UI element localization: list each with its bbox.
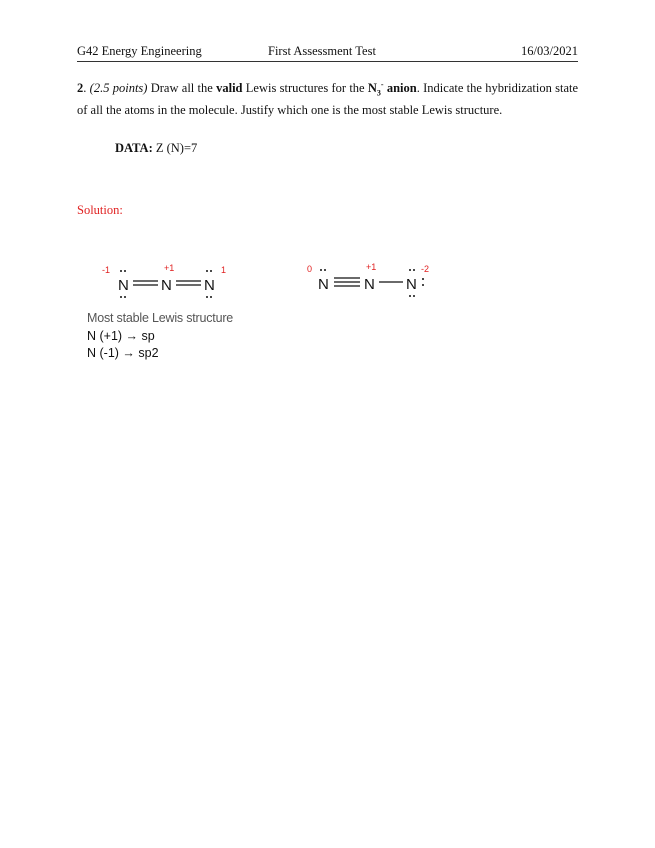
structure-2-charge-1: 0 xyxy=(307,264,313,274)
question-number: 2 xyxy=(77,81,84,96)
structure-2-atom-1: N xyxy=(318,276,329,293)
data-label: DATA: xyxy=(115,141,153,155)
structure-1-bond-1 xyxy=(133,281,158,285)
structure-1-atom-2: N xyxy=(161,277,172,294)
structure-2-charge-3: -2 xyxy=(421,264,430,274)
hybridization-line-1: N (+1) → sp xyxy=(87,329,155,343)
most-stable-label: Most stable Lewis structure xyxy=(87,311,234,325)
structure-2-bond-1 xyxy=(334,278,360,286)
question-valid: valid xyxy=(216,81,243,96)
structure-1-bond-2 xyxy=(176,281,201,285)
lewis-structure-1 xyxy=(102,263,226,298)
question-text-part-2: Lewis structures for the xyxy=(245,81,365,96)
structure-2-atom-3: N xyxy=(406,276,417,293)
structure-1-atom-1: N xyxy=(118,277,129,294)
data-value: Z (N)=7 xyxy=(155,141,198,155)
solution-label: Solution: xyxy=(77,203,123,217)
structure-1-charge-1: -1 xyxy=(102,265,111,275)
test-title: First Assessment Test xyxy=(268,44,376,58)
question-points: (2.5 points) xyxy=(89,81,148,96)
question-text-part-1: Draw all the xyxy=(150,81,213,96)
structure-1-atom-3: N xyxy=(204,277,215,294)
formula-symbol: N xyxy=(367,81,377,96)
question-text-part-3: . Indicate the hybridization state of all the atoms in the molecule. Justify which one is the most stable Lewis structure. xyxy=(77,81,579,118)
hybridization-line-2: N (-1) → sp2 xyxy=(87,346,159,360)
course-name: G42 Energy Engineering xyxy=(77,44,202,58)
question-anion: anion xyxy=(386,81,417,96)
formula-superscript: - xyxy=(380,80,384,89)
question-text: 2. (2.5 points) Draw all the valid Lewis structures for the $N_3^-$ anion. Indicate the hybridization state of all the atoms in the molecule. Justify which one is the most stable Lewis structure. xyxy=(77,80,579,118)
structure-1-charge-2: +1 xyxy=(164,263,175,273)
structure-2-atom-2: N xyxy=(364,276,375,293)
lewis-structure-2 xyxy=(307,262,429,297)
formula-subscript: 3 xyxy=(376,88,381,98)
structure-2-charge-2: +1 xyxy=(366,262,377,272)
structure-1-charge-3: 1 xyxy=(221,265,227,275)
test-date: 16/03/2021 xyxy=(521,44,578,58)
